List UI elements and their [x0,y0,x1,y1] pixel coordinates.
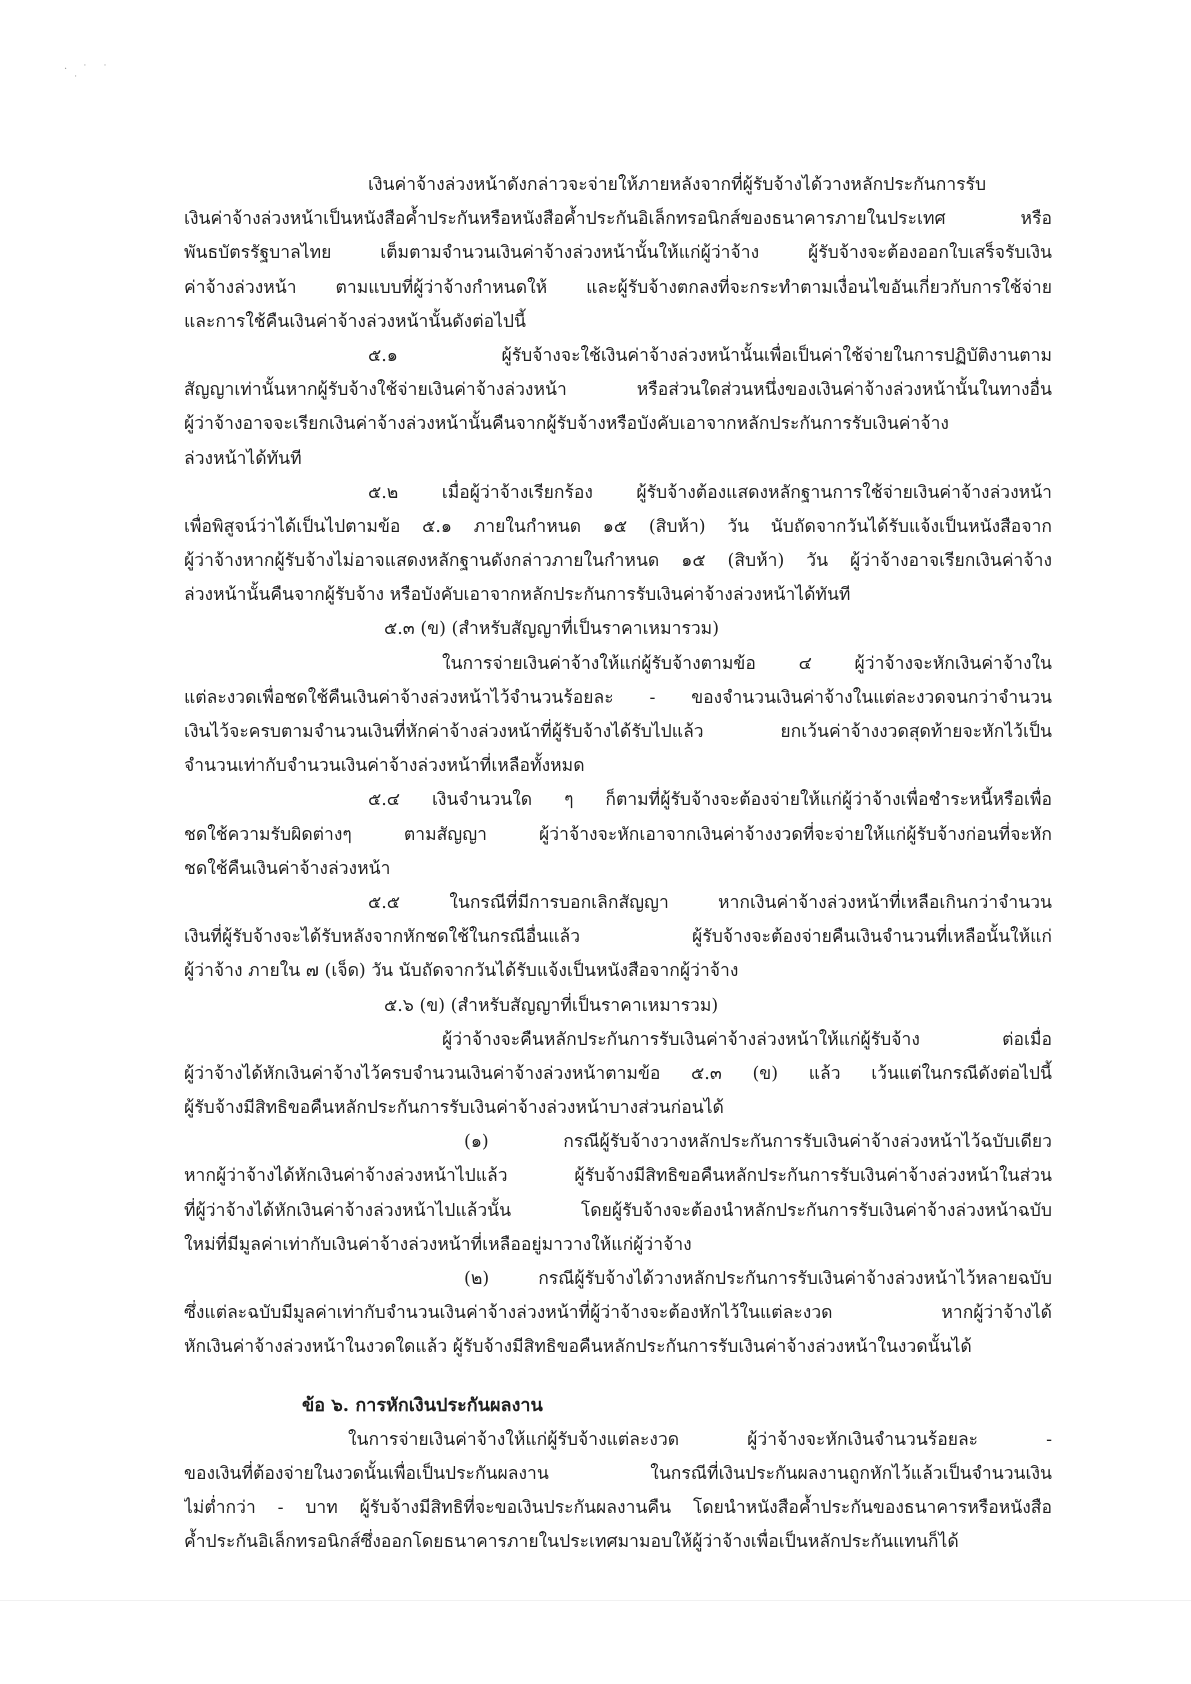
clause-5-5 [184,886,1052,989]
text-line: ชดใช้ความรับผิดต่างๆ ตามสัญญา ผู้ว่าจ้างจะหักเอาจากเงินค่าจ้างงวดที่จะจ่ายให้แก่ผู้รับจ้างก่อนที่จะหัก [184,824,1052,845]
page-bottom-edge [0,1600,1191,1601]
text-line: ที่ผู้ว่าจ้างได้หักเงินค่าจ้างล่วงหน้าไปแล้วนั้น โดยผู้รับจ้างจะต้องนำหลักประกันการรับเงินค่าจ้างล่วงหน้าฉบับ [184,1200,1052,1221]
text-line: ผู้ว่าจ้างหากผู้รับจ้างไม่อาจแสดงหลักฐานดังกล่าวภายในกำหนด ๑๕ (สิบห้า) วัน ผู้ว่าจ้างอาจเรียกเงินค่าจ้าง [184,551,1052,572]
text-line: ๕.๔ เงินจำนวนใด ๆ ก็ตามที่ผู้รับจ้างจะต้องจ่ายให้แก่ผู้ว่าจ้างเพื่อชำระหนี้หรือเพื่อ [368,790,1052,811]
text-line: ในการจ่ายเงินค่าจ้างให้แก่ผู้รับจ้างแต่ละงวด ผู้ว่าจ้างจะหักเงินจำนวนร้อยละ - [348,1429,1052,1450]
clause-5-2 [184,476,1052,613]
text-line: ซึ่งแต่ละฉบับมีมูลค่าเท่ากับจำนวนเงินค่าจ้างล่วงหน้าที่ผู้ว่าจ้างจะต้องหักไว้ในแต่ละงวด หากผู้ว่าจ้างได้ [184,1303,1052,1324]
text-line: ค้ำประกันอิเล็กทรอนิกส์ซึ่งออกโดยธนาคารภายในประเทศมามอบให้ผู้ว่าจ้างเพื่อเป็นหลักประกันแทนก็ได้ [184,1532,959,1553]
section-6 [184,1389,1052,1560]
text-line: ใหม่ที่มีมูลค่าเท่ากับเงินค่าจ้างล่วงหน้าที่เหลืออยู่มาวางให้แก่ผู้ว่าจ้าง [184,1234,692,1255]
text-line: พันธบัตรรัฐบาลไทย เต็มตามจำนวนเงินค่าจ้างล่วงหน้านั้นให้แก่ผู้ว่าจ้าง ผู้รับจ้างจะต้องออกใบเสร็จรับเงิน [184,243,1052,264]
paragraph-intro [184,168,1052,339]
text-line: หากผู้ว่าจ้างได้หักเงินค่าจ้างล่วงหน้าไปแล้ว ผู้รับจ้างมีสิทธิขอคืนหลักประกันการรับเงินค่าจ้างล่วงหน้าในส่วน [184,1166,1052,1187]
sub-clause-2 [184,1262,1052,1365]
text-line: ผู้ว่าจ้างอาจจะเรียกเงินค่าจ้างล่วงหน้านั้นคืนจากผู้รับจ้างหรือบังคับเอาจากหลักประกันการรับเงินค่าจ้าง [184,414,949,435]
text-line: เงินค่าจ้างล่วงหน้าเป็นหนังสือค้ำประกันหรือหนังสือค้ำประกันอิเล็กทรอนิกส์ของธนาคารภายในประเทศ หรือ [184,209,1052,230]
text-line: เงินไว้จะครบตามจำนวนเงินที่หักค่าจ้างล่วงหน้าที่ผู้รับจ้างได้รับไปแล้ว ยกเว้นค่าจ้างงวดสุดท้ายจะหักไว้เป็น [184,722,1052,742]
clause-5-6 [184,989,1052,1126]
section-gap [184,1365,1052,1389]
text-line: ๕.๒ เมื่อผู้ว่าจ้างเรียกร้อง ผู้รับจ้างต้องแสดงหลักฐานการใช้จ่ายเงินค่าจ้างล่วงหน้า [368,482,1052,503]
text-line: (๒) กรณีผู้รับจ้างได้วางหลักประกันการรับเงินค่าจ้างล่วงหน้าไว้หลายฉบับ [464,1269,1052,1289]
text-line: ผู้รับจ้างมีสิทธิขอคืนหลักประกันการรับเงินค่าจ้างล่วงหน้าบางส่วนก่อนได้ [184,1098,724,1119]
text-line: และการใช้คืนเงินค่าจ้างล่วงหน้านั้นดังต่อไปนี้ [184,311,526,332]
text-line: ของเงินที่ต้องจ่ายในงวดนั้นเพื่อเป็นประกันผลงาน ในกรณีที่เงินประกันผลงานถูกหักไว้แล้วเป็นจำนวนเงิน [184,1463,1052,1484]
text-line: ล่วงหน้าได้ทันที [184,448,302,469]
clause-5-3 [184,612,1052,783]
text-line: ๕.๕ ในกรณีที่มีการบอกเลิกสัญญา หากเงินค่าจ้างล่วงหน้าที่เหลือเกินกว่าจำนวน [368,892,1052,913]
text-line: ชดใช้คืนเงินค่าจ้างล่วงหน้า [184,858,391,879]
sub-clause-1 [184,1125,1052,1262]
text-line: ค่าจ้างล่วงหน้า ตามแบบที่ผู้ว่าจ้างกำหนดให้ และผู้รับจ้างตกลงที่จะกระทำตามเงื่อนไขอันเกี่ยวกับการใช้จ่าย [184,277,1052,298]
scan-artifact-marks: · ˙ ˙ ˙ [64,64,114,86]
text-line: เงินค่าจ้างล่วงหน้าดังกล่าวจะจ่ายให้ภายหลังจากที่ผู้รับจ้างได้วางหลักประกันการรับ [368,175,987,195]
text-line: ผู้ว่าจ้าง ภายใน ๗ (เจ็ด) วัน นับถัดจากวันได้รับแจ้งเป็นหนังสือจากผู้ว่าจ้าง [184,961,739,982]
text-line: เงินที่ผู้รับจ้างจะได้รับหลังจากหักชดใช้ในกรณีอื่นแล้ว ผู้รับจ้างจะต้องจ่ายคืนเงินจำนวนที่เหลือนั้นให้แก่ [184,927,1052,948]
text-line: หักเงินค่าจ้างล่วงหน้าในงวดใดแล้ว ผู้รับจ้างมีสิทธิขอคืนหลักประกันการรับเงินค่าจ้างล่วงหน้าในงวดนั้นได้ [184,1337,972,1358]
text-line: ผู้ว่าจ้างจะคืนหลักประกันการรับเงินค่าจ้างล่วงหน้าให้แก่ผู้รับจ้าง ต่อเมื่อ [442,1029,1052,1050]
text-line: เพื่อพิสูจน์ว่าได้เป็นไปตามข้อ ๕.๑ ภายในกำหนด ๑๕ (สิบห้า) วัน นับถัดจากวันได้รับแจ้งเป็นหนังสือจาก [184,516,1052,537]
text-line: ๕.๑ ผู้รับจ้างจะใช้เงินค่าจ้างล่วงหน้านั้นเพื่อเป็นค่าใช้จ่ายในการปฏิบัติงานตาม [368,345,1052,366]
text-line: ในการจ่ายเงินค่าจ้างให้แก่ผู้รับจ้างตามข้อ ๔ ผู้ว่าจ้างจะหักเงินค่าจ้างใน [442,653,1052,674]
text-line: จำนวนเท่ากับจำนวนเงินค่าจ้างล่วงหน้าที่เหลือทั้งหมด [184,756,585,777]
text-line: ล่วงหน้านั้นคืนจากผู้รับจ้าง หรือบังคับเอาจากหลักประกันการรับเงินค่าจ้างล่วงหน้าได้ทันที [184,585,851,606]
text-line: แต่ละงวดเพื่อชดใช้คืนเงินค่าจ้างล่วงหน้าไว้จำนวนร้อยละ - ของจำนวนเงินค่าจ้างในแต่ละงวดจนกว่าจำนวน [184,687,1052,708]
clause-title: ๕.๓ (ข) (สำหรับสัญญาที่เป็นราคาเหมารวม) [384,619,720,640]
document-page [184,168,1052,1560]
text-line: ผู้ว่าจ้างได้หักเงินค่าจ้างไว้ครบจำนวนเงินค่าจ้างล่วงหน้าตามข้อ ๕.๓ (ข) แล้ว เว้นแต่ในกรณีดังต่อไปนี้ [184,1063,1052,1084]
clause-5-1 [184,339,1052,476]
section-heading: ข้อ ๖. การหักเงินประกันผลงาน [302,1394,543,1416]
text-line: (๑) กรณีผู้รับจ้างวางหลักประกันการรับเงินค่าจ้างล่วงหน้าไว้ฉบับเดียว [464,1132,1052,1153]
text-line: ไม่ต่ำกว่า - บาท ผู้รับจ้างมีสิทธิที่จะขอเงินประกันผลงานคืน โดยนำหนังสือค้ำประกันของธนาคารหรือหนังสือ [184,1498,1052,1519]
clause-5-4 [184,783,1052,886]
text-line: สัญญาเท่านั้นหากผู้รับจ้างใช้จ่ายเงินค่าจ้างล่วงหน้า หรือส่วนใดส่วนหนึ่งของเงินค่าจ้างล่วงหน้านั้นในทางอื่น [184,380,1052,401]
clause-title: ๕.๖ (ข) (สำหรับสัญญาที่เป็นราคาเหมารวม) [384,995,719,1016]
